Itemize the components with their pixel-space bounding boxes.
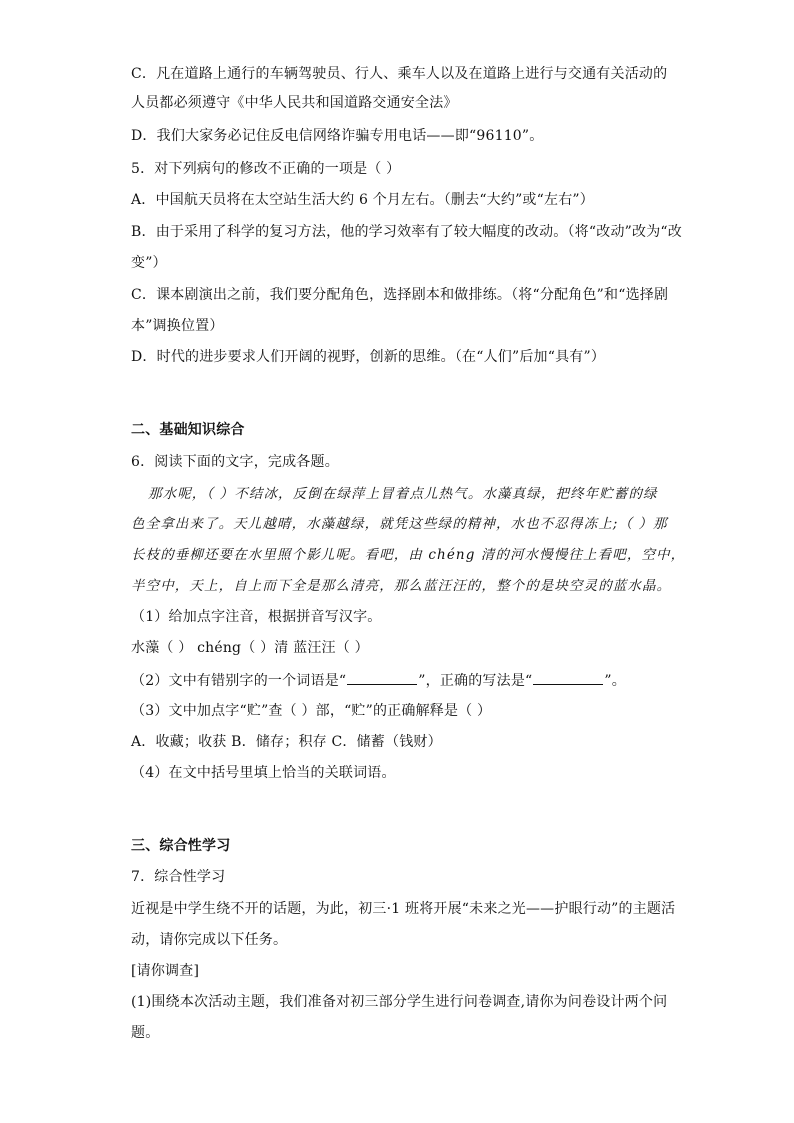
q7-task-1-line1: (1)围绕本次活动主题，我们准备对初三部分学生进行问卷调查,请你为问卷设计两个问 [131,994,668,1010]
sub-question-4: （4）在文中括号里填上恰当的关联词语。 [131,765,396,781]
q5-option-b-line1: B．由于采用了科学的复习方法，他的学习效率有了较大幅度的改动。（将“改动”改为“改 [131,224,682,240]
passage-line1: 那水呢，（ ）不结冰，反倒在绿萍上冒着点儿热气。水藻真绿，把终年贮蓄的绿 [148,486,658,502]
passage-line3: 长枝的垂柳还要在水里照个影儿呢。看吧，由 chéng 清的河水慢慢往上看吧，空中， [131,547,686,563]
passage-line4: 半空中，天上，自上而下全是那么清亮，那么蓝汪汪的，整个的是块空灵的蓝水晶。 [131,578,672,594]
question-5: 5．对下列病句的修改不正确的一项是（ ） [131,161,401,177]
q5-option-d: D．时代的进步要求人们开阔的视野，创新的思维。（在“人们”后加“具有”） [131,349,606,365]
option-c-line1: C．凡在道路上通行的车辆驾驶员、行人、乘车人以及在道路上进行与交通有关活动的 [131,66,668,82]
sub-question-3-options: A．收藏；收获 B．储存；积存 C．储蓄（钱财） [131,734,442,750]
q7-intro-line1: 近视是中学生绕不开的话题，为此，初三·1 班将开展“未来之光——护眼行动”的主题活 [131,901,676,917]
option-d: D．我们大家务必记住反电信网络诈骗专用电话——即“96110”。 [131,128,544,144]
q5-option-c-line1: C．课本剧演出之前，我们要分配角色，选择剧本和做排练。（将“分配角色”和“选择剧 [131,287,669,303]
q7-intro-line2: 动，请你完成以下任务。 [131,932,288,948]
question-7: 7．综合性学习 [131,869,226,885]
sub-question-1: （1）给加点字注音，根据拼音写汉字。 [131,609,382,625]
answer-blank-2[interactable] [533,670,603,685]
question-6: 6．阅读下面的文字，完成各题。 [131,454,339,470]
sub-question-2-prefix: （2）文中有错别字的一个词语是“ [131,673,347,689]
sub-question-2 [131,670,626,691]
q5-option-a: A．中国航天员将在太空站生活大约 6 个月左右。（删去“大约”或“左右”） [131,192,594,208]
sub-question-2-middle: ”，正确的写法是“ [418,673,533,689]
q5-option-b-line2: 变”） [131,255,167,271]
q5-option-c-line2: 本”调换位置） [131,318,224,334]
pinyin-blanks: 水藻（ ） chéng（ ）清 蓝汪汪（ ） [131,640,369,656]
option-c-line2: 人员都必须遵守《中华人民共和国道路交通安全法》 [131,95,458,111]
passage-line2: 色全拿出来了。天儿越晴，水藻越绿，就凭这些绿的精神，水也不忍得冻上;（ ）那 [131,516,668,532]
section-heading-2: 二、基础知识综合 [131,422,245,438]
sub-question-3: （3）文中加点字“贮”查（ ）部，“贮”的正确解释是（ ） [131,703,492,719]
answer-blank-1[interactable] [347,670,417,685]
q7-task-1-line2: 题。 [131,1025,160,1041]
q7-task-label: [请你调查] [131,963,200,979]
section-heading-3: 三、综合性学习 [131,838,231,854]
sub-question-2-suffix: ”。 [604,673,626,689]
